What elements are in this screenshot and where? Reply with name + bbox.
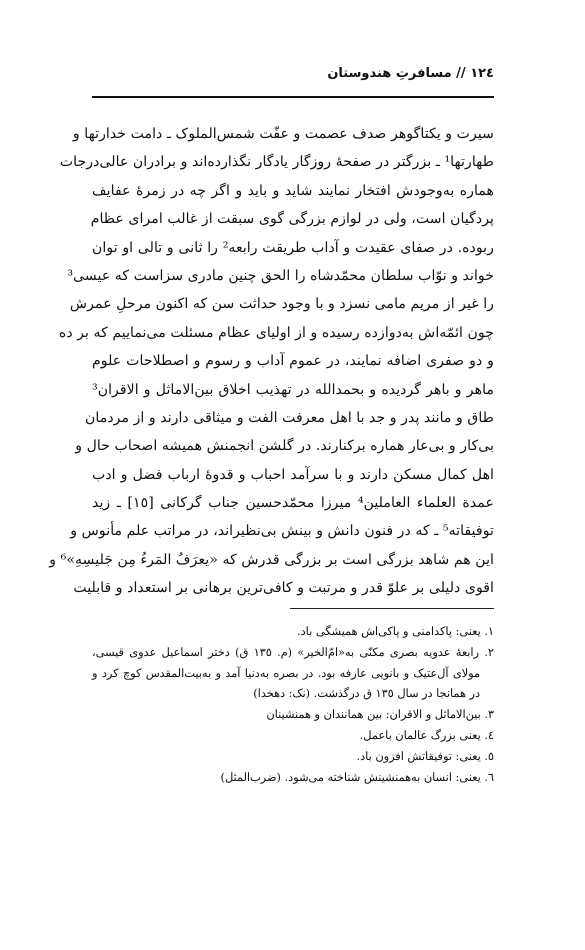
text-line: عمدة العلماء العاملین⁴ میرزا محمّدحسین جناب گرکانی [١٥] ـ زید <box>92 495 494 512</box>
text-line: چون ائمّه‌اش به‌دوازده رسیده و از اولیای عظام مسئلت می‌نماییم که بر ده <box>58 324 494 341</box>
text-line: طهارتها¹ ـ بزرگتر در صفحهٔ روزگار یادگار نگذارده‌اند و برادران عالی‌درجات <box>59 154 494 171</box>
text-line: این هم شاهد بزرگی است بر بزرگی قدرش که «یعرَفُ المَرءُ مِن جَلیسِهِ»⁶ و <box>49 551 494 568</box>
footnote-item: ٦. یعنی: انسان به‌همنشینش شناخته می‌شود. (ضرب‌المثل) <box>220 770 494 784</box>
header-rule <box>92 96 494 98</box>
text-line: پردگیان است، ولی در لوازم بزرگی گوی سبقت از غالب امرای عظام <box>90 211 494 228</box>
text-line: و دو صفری اضافه نمایند، در عموم آداب و رسوم و اصطلاحات علوم <box>92 353 494 370</box>
footnote-item: ٥. یعنی: توفیقاتش افزون باد. <box>356 749 494 763</box>
text-line: خواند و نوّاب سلطان محمّدشاه را الحق چنین مادری سزاست که عیسی³ <box>67 267 494 284</box>
text-line: سیرت و یکتاگوهر صدف عصمت و عفّت شمس‌الملوک ـ دامت خدارتها و <box>72 126 494 142</box>
running-header: ١٢٤ // مسافرتِ هندوستان <box>327 66 494 81</box>
text-line: طاق و مانند پدر و جد با اهل معرفت الفت و میثاقی دارند و از مردمان <box>84 409 494 426</box>
text-line: اهل کمال مسکن دارند و با سرآمد احباب و قدوهٔ ارباب فضل و ادب <box>92 466 494 483</box>
footnote-rule <box>290 608 494 609</box>
text-line: هماره به‌وجودش افتخار نمایند شاید و باید و اگر چه در زمرهٔ عفایف <box>92 182 494 199</box>
footnote-item: ٢. رابعهٔ عدویه بصری مکنّی به«امّ‌الخیر» (م. ١٣٥ ق) دختر اسماعیل عدوی قیسی، <box>92 645 494 659</box>
footnote-item: ١. یعنی: پاکدامنی و پاکی‌اش همیشگی باد. <box>297 625 494 638</box>
footnote-item: ٤. یعنی بزرگ عالمان باعمل. <box>359 728 494 742</box>
footnote-continuation: مولای آل‌عتیک و بانویی عارفه بود. در بصره به‌دنیا آمد و به‌بیت‌المقدس کوچ کرد و <box>92 666 480 680</box>
text-line: ماهر و باهر گردیده و بحمدالله در تهذیب اخلاق بین‌الاماثل و الاقران³ <box>92 381 494 398</box>
text-line: توفیقاته⁵ ـ که در فنون دانش و بینش بی‌نظیراند، در مراتب علم مأنوس و <box>70 523 494 540</box>
main-text <box>49 120 494 603</box>
footnotes <box>92 622 494 788</box>
text-line: را غیر از مریم مامی نسزد و با وجود حداثت سن که اکنون مرحلِ عمرش <box>69 296 494 313</box>
text-line: بی‌کار و بی‌عار هماره برکنارند. در گلشن انجمنش همیشه اصحاب حال و <box>75 438 494 455</box>
text-line: اقوی دلیلی بر علوّ قدر و مرتبت و کافی‌ترین برهانی بر استعداد و قابلیت <box>73 580 494 597</box>
footnote-continuation: در همانجا در سال ١٣٥ ق درگذشت. (نک: دهخدا) <box>253 687 480 701</box>
footnote-item: ٣. بین‌الاماثل و الاقران: بین همانندان و همنشینان <box>266 708 494 722</box>
text-line: ربوده. در صفای عقیدت و آداب طریقت رابعه² را ثانی و تالی او توان <box>92 239 494 256</box>
